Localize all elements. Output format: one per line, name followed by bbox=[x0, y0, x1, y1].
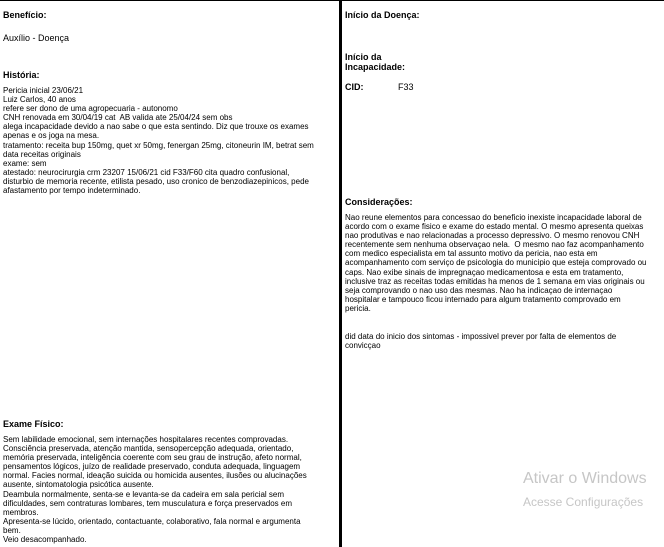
cid-value: F33 bbox=[398, 82, 414, 92]
inicio-incapacidade-label: Início da Incapacidade: bbox=[345, 52, 406, 72]
windows-activation-subtext: Acesse Configurações bbox=[523, 495, 644, 509]
beneficio-value: Auxílio - Doença bbox=[3, 33, 70, 43]
consideracoes-label: Considerações: bbox=[345, 197, 413, 207]
left-column bbox=[3, 0, 335, 547]
historia-label: História: bbox=[3, 70, 40, 80]
historia-text: Pericia inicial 23/06/21 Luiz Carlos, 40 anos refere ser dono de uma agropecuaria - autonomo CNH renovada em 30/04/19 cat AB valida ate 25/04/24 sem obs alega incapacidade devido a nao sabe o que esta sentindo. Diz que trouxe os exames apenas e os joga na mesa. tratamento: receita bup 150mg, quet xr 50mg, fenergan 25mg, citoneurin IM, betrat sem data receitas originais exame: sem atestado: neurocirurgia crm 23207 15/06/21 cid F33/F60 cita quadro confusional, disturbio de memoria recente, etilista pesado, uso cronico de benzodiazepinicos, pede afastamento por tempo indeterminado. bbox=[3, 86, 314, 196]
cid-label: CID: bbox=[345, 82, 364, 92]
windows-activation-watermark: Ativar o Windows bbox=[523, 470, 647, 487]
exame-fisico-text: Sem labilidade emocional, sem internações hospitalares recentes comprovadas. Consciência preservada, atenção mantida, sensopercepção adequada, orientado, memória preservada, inteligência coerente com seu grau de instrução, afeto normal, pensamentos lógicos, juízo de realidade preservado, conduta adequada, linguagem normal. Facies normal, ideação suicida ou homicida ausentes, ilusões ou alucinações ausente, sintomatologia psicótica ausente. Deambula normalmente, senta-se e levanta-se da cadeira em sala pericial sem dificuldades, sem contraturas lombares, tem musculatura e força preservados em membros. Apresenta-se lúcido, orientado, contactuante, colaborativo, fala normal e argumenta bem. Veio desacompanhado. bbox=[3, 435, 307, 545]
exame-fisico-label: Exame Físico: bbox=[3, 419, 64, 429]
consideracoes-text: Nao reune elementos para concessao do beneficio inexiste incapacidade laboral de acordo com o exame fisico e exame do estado mental. O mesmo apresenta queixas nao produtivas e nao relacionadas a processo depressivo. O mesmo renovou CNH recentemente sem nenhuma observaçao nela. O mesmo nao faz acompanhamento com medico especialista em tal assunto motivo da pericia, nao esta em acompanhamento com serviço de psicologia do municipio que esteja comprovado ou caps. Nao exibe sinais de impregnaçao medicamentosa e esta em tratamento, inclusive traz as receitas todas emitidas ha menos de 1 semana em vias originais ou seja comprovando o nao uso das mesmas. Nao ha indicaçao de internaçao hospitalar e tampouco ficou internado para algum tratamento comprovado em pericia. bbox=[345, 213, 647, 313]
column-divider bbox=[339, 0, 342, 547]
right-column bbox=[345, 0, 664, 547]
did-text: did data do inicio dos sintomas - impossivel prever por falta de elementos de convicçao bbox=[345, 332, 617, 351]
inicio-doenca-label: Início da Doença: bbox=[345, 10, 420, 20]
beneficio-label: Benefício: bbox=[3, 10, 47, 20]
